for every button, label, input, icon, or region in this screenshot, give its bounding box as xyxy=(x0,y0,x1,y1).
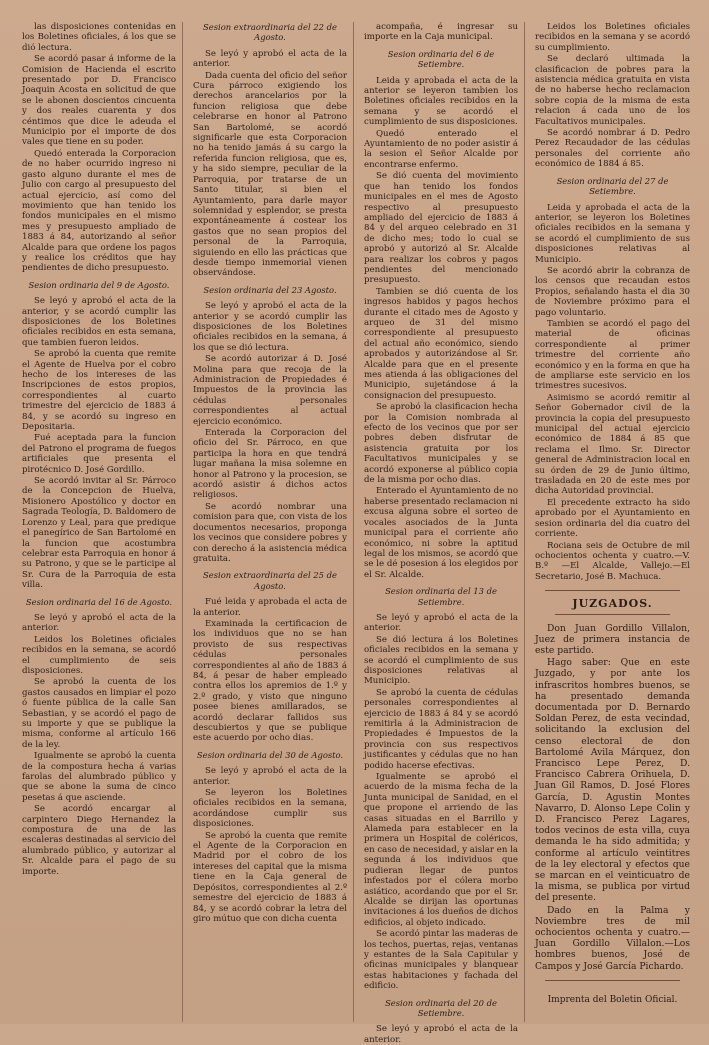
columns xyxy=(22,22,693,1045)
session-heading: Sesion ordinaria del 27 de Setiembre. xyxy=(556,175,669,197)
paragraph: Se acordó nombrar una comision para que, con vista de los documentos necesarios, proponga los vecinos que considere pobres y con derecho á la asistencia médica gratuita. xyxy=(193,501,347,564)
paragraph: Enterada la Corporacion del oficio del Sr. Párroco, en que participa la hora en que tendrá lugar mañana la misa solemne en honor al Patrono y la procesion, se acordó asistir á dichos actos religiosos. xyxy=(193,428,347,501)
paragraph: Se acordó nombrar á D. Pedro Perez Recaudador de las cédulas personales del corriente año económico de 1884 á 85. xyxy=(535,128,690,170)
paragraph: Se acordó abrir la cobranza de los censos que recaudan estos Propios, señalando hasta el dia 30 de Noviembre próximo para el pago voluntario. xyxy=(535,265,690,318)
paragraph: Leidos los Boletines oficiales recibidos en la semana, se acordó el cumplimiento de seis disposiciones. xyxy=(22,634,176,676)
column-4 xyxy=(535,22,696,1022)
paragraph: Se leyó y aprobó el acta de la anterior. xyxy=(193,766,347,787)
paragraph: Leidos los Boletines oficiales recibidos en la semana y se acordó su cumplimiento. xyxy=(535,22,690,53)
paragraph: Fué leida y aprobada el acta de la anterior. xyxy=(193,597,347,618)
paragraph: Se dió cuenta del movimiento que han tenido los fondos municipales en el mes de Agosto respectivo al presupuesto ampliado del ejercicio de 1883 á 84 y del arqueo celebrado en 31 de dicho mes; todo lo cual se aprobó y autorizó al Sr. Alcalde para realizar los cobros y pagos pendientes del mencionado presupuesto. xyxy=(364,171,518,286)
paragraph: Leida y aprobada el acta de la anterior se leyeron tambien los Boletines oficiales recibidos en la semana y se acordó el cumplimiento de sus disposiciones. xyxy=(364,75,518,128)
paragraph: Se declaró ultimada la clasificacion de pobres para la asistencia médica gratuita en vista de no haberse hecho reclamacion sobre copia de la misma de esta relacion á cada uno de los Facultativos municipales. xyxy=(535,54,690,127)
paragraph: Se aprobó la clasificacion hecha por la Comision nombrada al efecto de los vecinos que por ser pobres deben disfrutar de asistencia gratuita por los Facultativos municipales y se acordó exponerse al público copia de la misma por ocho dias. xyxy=(364,402,518,486)
session-heading: Sesion extraordinaria del 22 de Agosto. xyxy=(203,22,337,43)
session-heading: Sesion ordinaria del 13 de Setiembre. xyxy=(385,586,497,607)
paragraph: Igualmente se aprobó la cuenta de la compostura hecha á varias farolas del alumbrado público y que se abone la suma de cinco pesetas á que asciende. xyxy=(22,751,176,803)
divider xyxy=(555,614,670,615)
paragraph: Fué aceptada para la funcion del Patrono el programa de fuegos artificiales que presenta el pirotécnico D. José Gordillo. xyxy=(22,433,176,475)
session-heading: Sesion ordinaria del 16 de Agosto. xyxy=(25,596,173,607)
paragraph: Igualmente se aprobó el acuerdo de la misma fecha de la Junta municipal de Sanidad, en el que propone el arriendo de las casas situadas en el Barrillo y Alameda para establecer en la primera un Hospital de coléricos, en caso de necesidad, y aislar en la segunda á los individuos que pudieran llegar de puntos infestados por el cólera morbo asiático, acordando que por el Sr. Alcalde se dirijan las oportunas invitaciones á los dueños de dichos edificios, al objeto indicado. xyxy=(364,772,518,928)
divider xyxy=(545,590,680,591)
paragraph: Se leyó y aprobó el acta de la anterior. xyxy=(193,48,347,70)
paragraph: Se acordó encargar al carpintero Diego Hernandez la compostura de una de las escaleras destinadas al servicio del alumbrado público, y autorizar al Sr. Alcalde para el pago de su importe. xyxy=(22,804,176,877)
paragraph: El precedente extracto ha sido aprobado por el Ayuntamiento en sesion ordinaria del dia cuatro del corriente. xyxy=(535,497,690,540)
session-heading: Sesion extraordinaria del 25 de Agosto. xyxy=(203,570,337,591)
session-heading: Sesion ordinaria del 6 de Setiembre. xyxy=(387,48,495,70)
session-heading: Sesion ordinaria del 20 de Setiembre. xyxy=(385,997,497,1018)
paragraph: Se leyeron los Boletines oficiales recibidos en la semana, acordándose cumplir sus disposiciones. xyxy=(193,788,347,830)
column-2 xyxy=(193,22,354,1022)
paragraph: Tambien se dió cuenta de los ingresos habidos y pagos hechos durante el citado mes de Agosto y arqueo de 31 del mismo correspondiente al presupuesto del actual año económico, siendo aprobados y autorizándose al Sr. Alcalde para que en el presente mes atienda á las obligaciones del Municipio, sujetándose á la consignacion del presupuesto. xyxy=(364,286,518,401)
column-1 xyxy=(22,22,183,1022)
session-heading: Sesion ordinaria del 30 de Agosto. xyxy=(196,749,344,760)
paragraph: Se leyó y aprobó el acta de la anterior, y se acordó cumplir las disposiciones de los Boletines oficiales recibidos en esta semana, que tambien fueron leidos. xyxy=(22,296,176,348)
paragraph: Se leyó y aprobó el acta de la anterior y se acordó cumplir las disposiciones de los Boletines oficiales recibidos en la semana, á los que se dió lectura. xyxy=(193,301,347,353)
paragraph: Se dió lectura á los Boletines oficiales recibidos en la semana y se acordó el cumplimiento de sus disposiciones relativas al Municipio. xyxy=(364,634,518,687)
paragraph: Se acordó pintar las maderas de los techos, puertas, rejas, ventanas y estantes de la Sala Capitular y oficinas municipales y blanquear estas habitaciones y fachada del edificio. xyxy=(364,929,518,992)
paragraph: Asimismo se acordó remitir al Señor Gobernador civil de la provincia la copia del presupuesto municipal del actual ejercicio económico de 1884 á 85 que reclama el Ilmo. Sr. Director general de Administracion local en su órden de 29 de Junio último, trasladada en 20 de este mes por dicha Autoridad provincial. xyxy=(535,392,690,497)
paragraph: las disposiciones contenidas en los Boletines oficiales, á los que se dió lectura. xyxy=(22,22,176,53)
paragraph: Se acordó pasar á informe de la Comision de Hacienda el escrito presentado por D. Francisco Joaquin Acosta en solicitud de que se le abonen doscientos cincuenta y dos reales cuarenta y dos céntimos que dice le adeuda el Municipio por el importe de dos vales que tiene en su poder. xyxy=(22,54,176,148)
paragraph: Se aprobó la cuenta que remite el Agente de Huelva por el cobro hecho de los intereses de las Inscripciones de estos propios, correspondientes al cuarto trimestre del ejercicio de 1883 á 84, y se acordó su ingreso en Depositaria. xyxy=(22,349,176,433)
paragraph: acompaña, é ingresar su importe en la Caja municipal. xyxy=(364,22,518,43)
paragraph: Don Juan Gordillo Villalon, Juez de primera instancia de este partido. xyxy=(535,622,690,656)
divider xyxy=(545,980,680,981)
paragraph: Se aprobó la cuenta de los gastos causados en limpiar el pozo ó fuente pública de la calle San Sebastian, y se acordó el pago de su importe y que se publique la misma, conforme al artículo 166 de la ley. xyxy=(22,677,176,750)
paragraph: Dado en la Palma y Noviembre tres de mil ochocientos ochenta y cuatro.—Juan Gordillo Villalon.—Los hombres buenos, José de Campos y José García Pichardo. xyxy=(535,904,690,972)
paragraph: Enterado el Ayuntamiento de no haberse presentado reclamacion ni excusa alguna sobre el sorteo de vocales asociados de la Junta municipal para el corriente año económico, ni sobre la aptitud legal de los mismos, se acordó que se le dé posesion á los elegidos por el Sr. Alcalde. xyxy=(364,486,518,580)
paragraph: Se aprobó la cuenta que remite el Agente de la Corporacion en Madrid por el cobro de los intereses del capital que la misma tiene en la Caja general de Depósitos, correspondientes al 2.º semestre del ejercicio de 1883 á 84, y se acordó cobrar la letra del giro mútuo que con dicha cuenta xyxy=(193,830,347,924)
paragraph: Se acordó autorizar á D. José Molina para que recoja de la Administracion de Propiedades é Impuestos de la provincia las cédulas personales correspondientes al actual ejercicio económico. xyxy=(193,354,347,427)
session-heading: Sesion ordinaria del 23 Agosto. xyxy=(203,284,337,295)
paragraph: Se aprobó la cuenta de cédulas personales correspondientes al ejercicio de 1883 á 84 y se acordó remitirla á la Administracion de Propiedades é Impuestos de la provincia con sus respectivos justificantes y cédulas que no han podido hacerse efectivas. xyxy=(364,687,518,771)
paragraph: Quedó enterado el Ayuntamiento de no poder asistir á la sesion el Señor Alcalde por encontrarse enfermo. xyxy=(364,128,518,170)
session-heading: Sesion ordinaria del 9 de Agosto. xyxy=(28,279,170,290)
printer-imprint: Imprenta del Boletin Oficial. xyxy=(547,994,678,1005)
paragraph: Quedó enterada la Corporacion de no haber ocurrido ingreso ni gasto alguno durante el mes de Julio con cargo al presupuesto del actual ejercicio, así como del movimiento que han tenido los fondos municipales en el mismo mes y presupuesto ampliado de 1883 á 84, autorizando al señor Alcalde para que ordene los pagos y realice los créditos que hay pendientes de dicho presupuesto. xyxy=(22,148,176,274)
paragraph: Hago saber: Que en este Juzgado, y por ante los infrascritos hombres buenos, se ha presentado demanda documentada por D. Bernardo Soldan Perez, de esta vecindad, solicitando la exclusion del censo electoral de don Bartolomé Avila Márquez, don Francisco Lepe Perez, D. Francisco Cabrera Orihuela, D. Juan Gil Ramos, D. José Flores García, D. Agustin Montes Navarro, D. Alonso Lepe Colin y D. Francisco Perez Lagares, todos vecinos de esta villa, cuya demanda le ha sido admitida; y conforme al artículo veintitres de la ley electoral y efectos que se marcan en el veinticuatro de la misma, se publica por virtud del presente. xyxy=(535,657,690,904)
paragraph: Se acordó invitar al Sr. Párroco de la Concepcion de Huelva, Misionero Apostólico y doctor en Sagrada Teología, D. Baldomero de Lorenzo y Leal, para que predique el panegírico de San Bartolomé en la funcion que acostumbra celebrar esta Parroquia en honor á su Patrono, y que se le participe al Sr. Cura de la Parroquia de esta villa. xyxy=(22,476,176,591)
paragraph: Leida y aprobada el acta de la anterior, se leyeron los Boletines oficiales recibidos en la semana y se acordó el cumplimiento de sus disposiciones relativas al Municipio. xyxy=(535,202,690,265)
paragraph: Examinada la certificacion de los individuos que no se han provisto de sus respectivas cédulas personales correspondientes al año de 1883 á 84, á pesar de haber empleado contra ellos los apremios de 1.º y 2.º grado, y visto que ninguno posee bienes amillarados, se acordó declarar fallidos sus descubiertos y que se publique este acuerdo por ocho dias. xyxy=(193,618,347,744)
paragraph: Se leyó y aprobó el acta de la anterior. xyxy=(364,1024,518,1045)
paragraph: Se leyó y aprobó el acta de la anterior. xyxy=(22,612,176,634)
paragraph: Se leyó y aprobó el acta de la anterior. xyxy=(364,612,518,634)
paragraph: Dada cuenta del oficio del señor Cura párroco exigiendo los derechos arancelarios por la funcion religiosa que debe celebrarse en honor al Patrono San Bartolomé, se acordó significarle que esta Corporacion no ha tenido jamás á su cargo la referida funcion religiosa, que es, y ha sido siempre, peculiar de la Parroquia, por tratarse de un Santo titular, si bien el Ayuntamiento, para darle mayor solemnidad y esplendor, se presta expontáneamente á costear los gastos que no sean propios del personal de la Parroquia, siguiendo en ello las prácticas que desde tiempo inmemorial vienen observándose. xyxy=(193,70,347,279)
paragraph: Rociana seis de Octubre de mil ochocientos ochenta y cuatro.—V. B.º —El Alcalde, Vallejo.—El Secretario, José B. Machuca. xyxy=(535,540,690,582)
section-title-juzgados: JUZGADOS. xyxy=(572,597,653,611)
paragraph: Tambien se acordó el pago del material de oficinas correspondiente al primer trimestre del corriente año económico y en la forma en que ha de ampliarse este servicio en los trimestres sucesivos. xyxy=(535,318,690,392)
column-3 xyxy=(364,22,525,1045)
